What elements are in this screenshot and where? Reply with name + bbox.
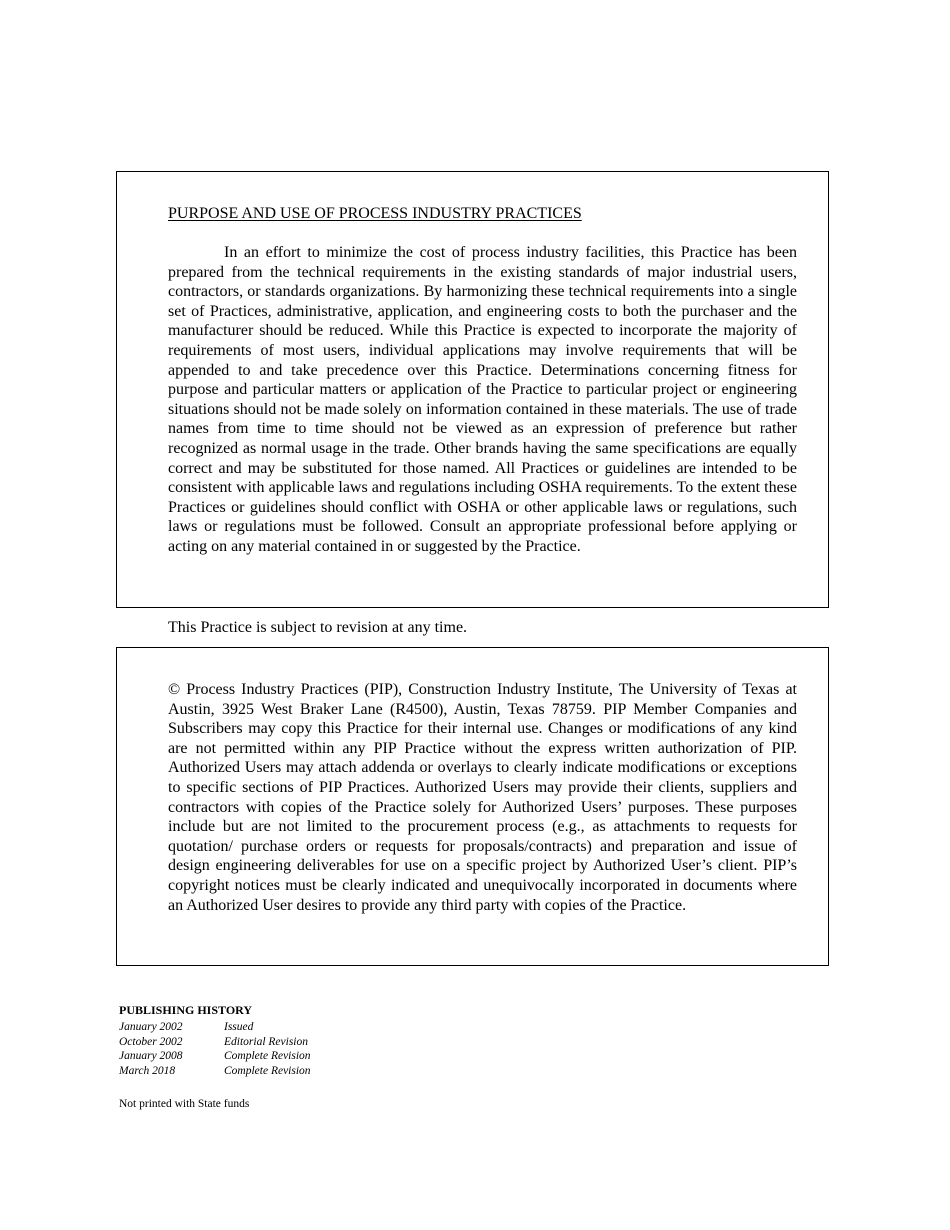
history-row	[119, 1035, 311, 1050]
purpose-box	[116, 171, 829, 608]
copyright-body: © Process Industry Practices (PIP), Construction Industry Institute, The University of Texas at Austin, 3925 West Braker Lane (R4500), Austin, Texas 78759. PIP Member Companies and Subscribers may copy this Practice for their internal use. Changes or modifications of any kind are not permitted within any PIP Practice without the express written authorization of PIP. Authorized Users may attach addenda or overlays to clearly indicate modifications or exceptions to specific sections of PIP Practices. Authorized Users may provide their clients, suppliers and contractors with copies of the Practice solely for Authorized Users’ purposes. These purposes include but are not limited to the procurement process (e.g., as attachments to requests for quotation/ purchase orders or requests for proposals/contracts) and preparation and issue of design engineering deliverables for use on a specific project by Authorized User’s client. PIP’s copyright notices must be clearly indicated and unequivocally incorporated in documents where an Authorized User desires to provide any third party with copies of the Practice.	[168, 681, 797, 914]
history-date: January 2002	[119, 1021, 183, 1033]
copyright-box	[116, 647, 829, 966]
history-status: Editorial Revision	[224, 1035, 309, 1048]
history-status: Complete Revision	[224, 1064, 311, 1077]
purpose-body: In an effort to minimize the cost of process industry facilities, this Practice has been prepared from the technical requirements in the existing standards of major industrial users, contractors, or standards organizations. By harmonizing these technical requirements into a single set of Practices, administrative, application, and engineering costs to both the purchaser and the manufacturer should be reduced. While this Practice is expected to incorporate the majority of requirements of most users, individual applications may involve requirements that will be appended to and take precedence over this Practice. Determinations concerning fitness for purpose and particular matters or application of the Practice to particular project or engineering situations should not be made solely on information contained in these materials. The use of trade names from time to time should not be viewed as an expression of preference but rather recognized as normal usage in the trade. Other brands having the same specifications are equally correct and may be substituted for those named. All Practices or guidelines are intended to be consistent with applicable laws and regulations including OSHA requirements. To the extent these Practices or guidelines should conflict with OSHA or other applicable laws or regulations, such laws or regulations must be followed. Consult an appropriate professional before applying or acting on any material contained in or suggested by the Practice.	[168, 244, 797, 555]
publishing-history-heading: PUBLISHING HISTORY	[119, 1003, 253, 1017]
purpose-heading: PURPOSE AND USE OF PROCESS INDUSTRY PRACTICES	[168, 205, 582, 222]
history-status: Complete Revision	[224, 1050, 311, 1062]
history-row	[119, 1020, 311, 1035]
footer-note: Not printed with State funds	[119, 1098, 250, 1110]
publishing-history-table	[119, 1020, 311, 1078]
history-date: January 2008	[119, 1050, 183, 1062]
history-date: October 2002	[119, 1035, 183, 1048]
history-date: March 2018	[119, 1064, 176, 1077]
revision-note: This Practice is subject to revision at any time.	[168, 619, 468, 636]
history-row	[119, 1064, 311, 1079]
history-status: Issued	[224, 1021, 254, 1033]
history-row	[119, 1049, 311, 1064]
